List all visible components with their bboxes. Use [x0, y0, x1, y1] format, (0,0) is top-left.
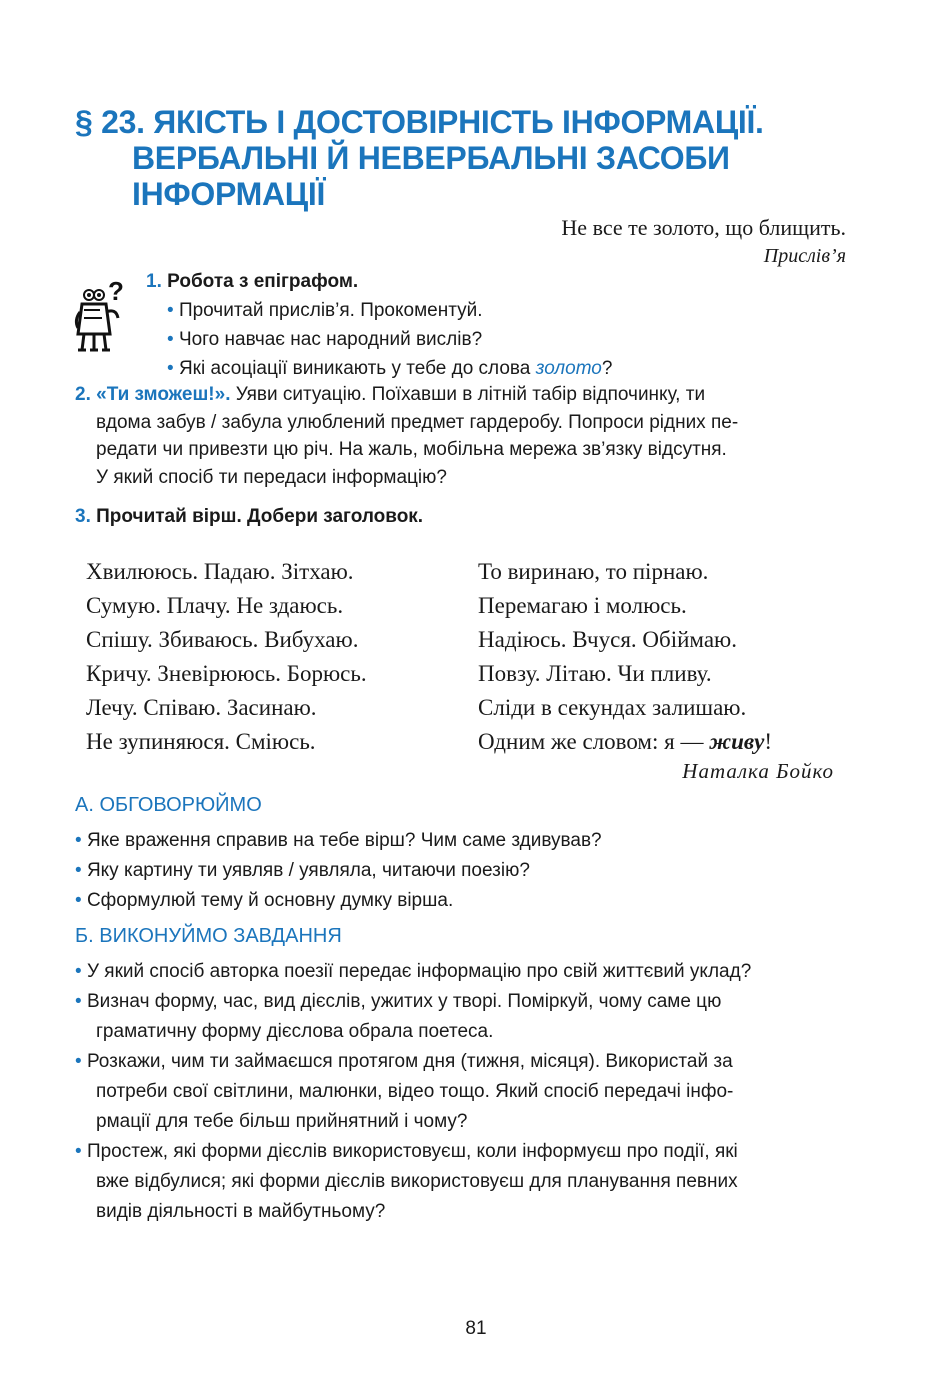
task-1-bullet: • Чого навчає нас народний вислів? — [167, 329, 483, 350]
task-3-number: 3. — [75, 506, 91, 527]
task-2-text: Уяви ситуацію. Поїхавши в літній табір відпочинку, ти — [235, 384, 706, 405]
list-item: • Яке враження справив на тебе вірш? Чим саме здивував? — [75, 830, 602, 851]
epigraph-source: Прислів’я — [763, 245, 846, 267]
list-item-continuation: потреби свої світлини, малюнки, відео тощо. Який спосіб передачі інфо- — [96, 1081, 734, 1102]
thinking-figure-question-icon — [72, 276, 130, 354]
poem-line: Сліди в секундах залишаю. — [478, 695, 747, 720]
task-2 — [75, 381, 845, 491]
section-a-list — [75, 826, 845, 916]
task-2-line: У який спосіб ти передаси інформацію? — [96, 466, 447, 488]
epigraph-text: Не все те золото, що блищить. — [561, 215, 846, 240]
page-number: 81 — [465, 1318, 487, 1339]
title-line-1: § 23. ЯКІСТЬ І ДОСТОВІРНІСТЬ ІНФОРМАЦІЇ. — [75, 104, 764, 140]
list-item: • Простеж, які форми дієслів використовуєш, коли інформуєш про події, які — [75, 1141, 738, 1162]
task-1-number: 1. — [146, 271, 162, 292]
task-2-heading: «Ти зможеш!». — [96, 384, 231, 405]
title-line-2: ВЕРБАЛЬНІ Й НЕВЕРБАЛЬНІ ЗАСОБИ — [132, 140, 730, 176]
list-item-continuation: рмації для тебе більш прийнятний і чому? — [96, 1111, 468, 1132]
list-item: • Визнач форму, час, вид дієслів, ужитих у творі. Поміркуй, чому саме цю — [75, 991, 722, 1012]
list-item: • Сформулюй тему й основну думку вірша. — [75, 890, 454, 911]
poem-line: Сумую. Плачу. Не здаюсь. — [86, 593, 344, 618]
task-3-heading: Прочитай вірш. Добери заголовок. — [96, 506, 424, 527]
list-item-continuation: граматичну форму дієслова обрала поетеса. — [96, 1021, 494, 1042]
poem-line: Спішу. Збиваюсь. Вибухаю. — [86, 627, 359, 652]
task-2-number: 2. — [75, 384, 91, 405]
poem-author: Наталка Бойко — [682, 759, 834, 783]
task-3 — [75, 503, 423, 530]
list-item-continuation: видів діяльності в майбутньому? — [96, 1201, 386, 1222]
task-1-bullet: • Які асоціації виникають у тебе до слова золото? — [167, 358, 613, 379]
page-title — [75, 104, 875, 212]
section-a-heading: А. ОБГОВОРЮЙМО — [75, 794, 262, 816]
poem-line-last: Одним же словом: я — живу! — [478, 729, 773, 754]
emphasized-word: живу — [709, 729, 765, 754]
task-1-heading: Робота з епіграфом. — [167, 271, 359, 292]
poem-right-column — [478, 555, 772, 759]
poem-line: Кричу. Зневірююсь. Борюсь. — [86, 661, 367, 686]
poem-line: Хвилююсь. Падаю. Зітхаю. — [86, 559, 354, 584]
poem-line: То виринаю, то пірнаю. — [478, 559, 709, 584]
poem-line: Лечу. Співаю. Засинаю. — [86, 695, 317, 720]
task-2-line: редати чи привезти цю річ. На жаль, мобільна мережа зв’язку відсутня. — [96, 439, 727, 460]
section-b-heading: Б. ВИКОНУЙМО ЗАВДАННЯ — [75, 925, 342, 947]
poem-line: Надіюсь. Вчуся. Обіймаю. — [478, 627, 737, 652]
svg-text:?: ? — [108, 276, 124, 306]
task-1 — [146, 267, 612, 383]
title-line-3: ІНФОРМАЦІЇ — [132, 176, 325, 212]
poem-line: Не зупиняюся. Сміюсь. — [86, 729, 316, 754]
epigraph — [561, 214, 846, 270]
list-item: • У який спосіб авторка поезії передає інформацію про свій життєвий уклад? — [75, 961, 752, 982]
section-b-list — [75, 957, 845, 1227]
highlight-word: золото — [535, 358, 602, 379]
list-item-continuation: вже відбулися; які форми дієслів використовуєш для планування певних — [96, 1171, 738, 1192]
task-2-line: вдома забув / забула улюблений предмет гардеробу. Попроси рідних пе- — [96, 411, 739, 433]
poem-line: Повзу. Літаю. Чи пливу. — [478, 661, 712, 686]
task-1-bullet: • Прочитай прислів’я. Прокоментуй. — [167, 300, 483, 321]
list-item: • Розкажи, чим ти займаєшся протягом дня (тижня, місяця). Використай за — [75, 1051, 733, 1072]
poem-line: Перемагаю і молюсь. — [478, 593, 687, 618]
poem-left-column — [86, 555, 367, 759]
list-item: • Яку картину ти уявляв / уявляла, читаючи поезію? — [75, 860, 530, 881]
